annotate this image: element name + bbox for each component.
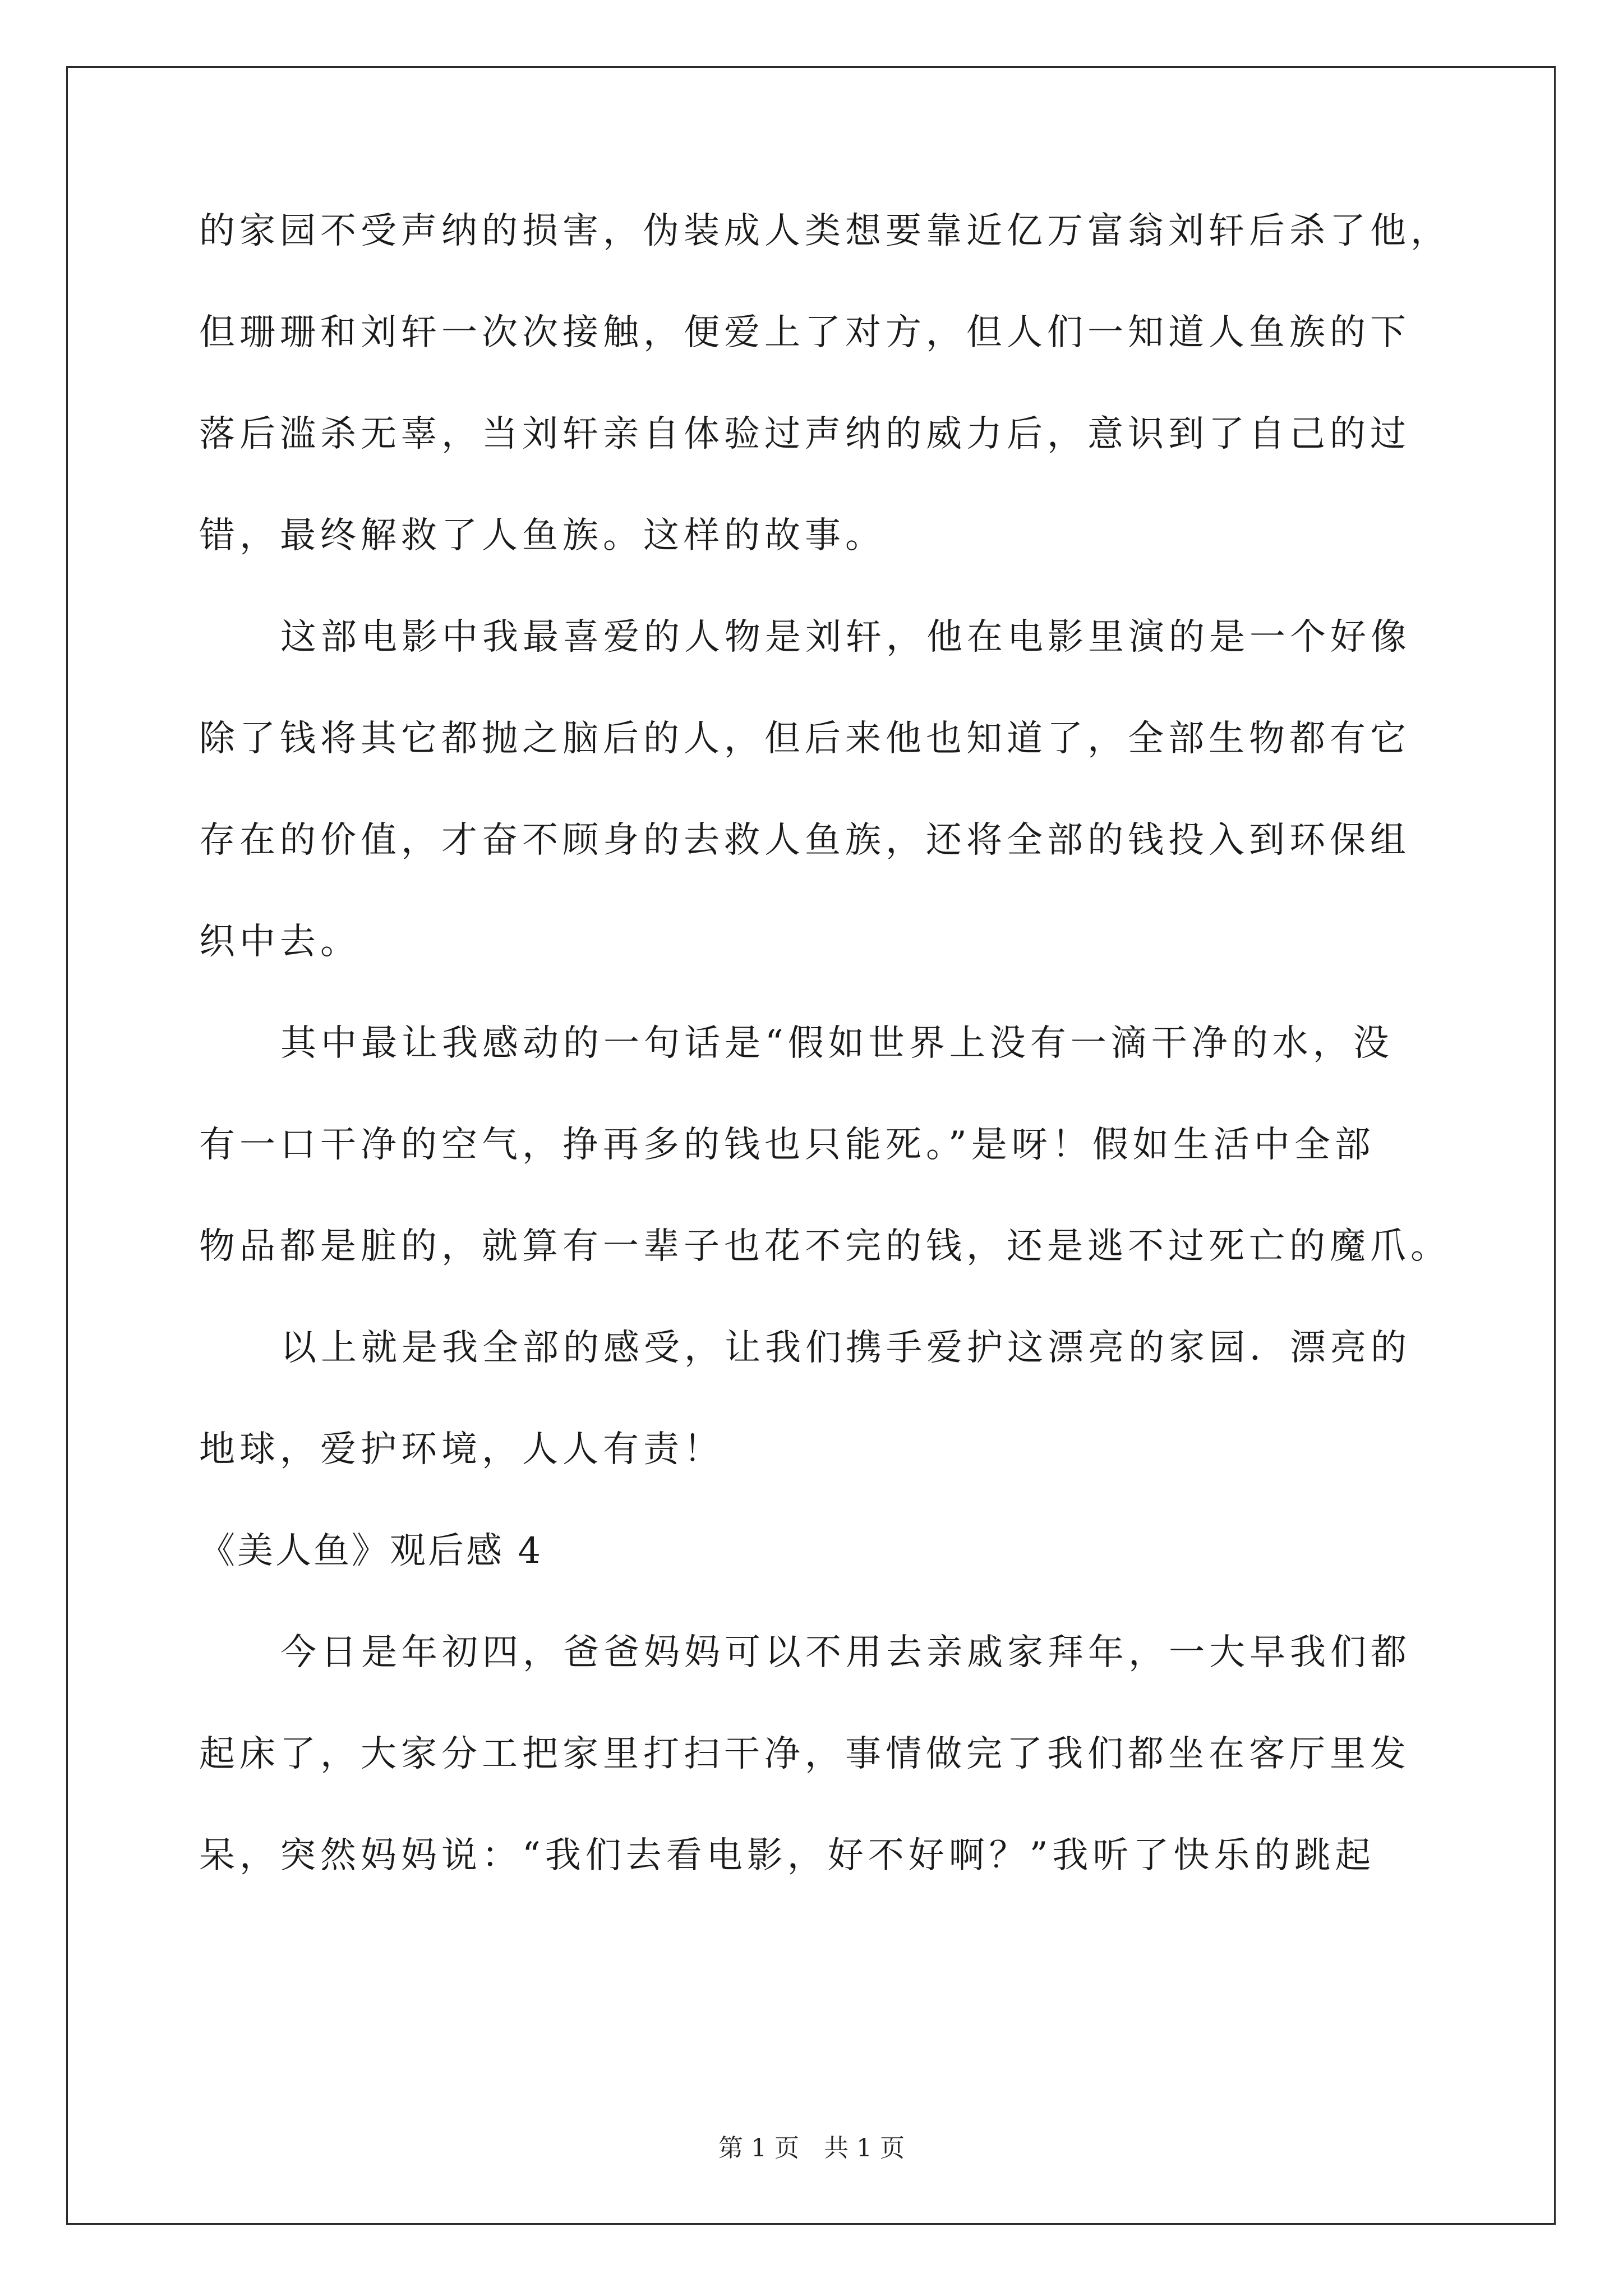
text-line: 这部电影中我最喜爱的人物是刘轩，他在电影里演的是一个好像 [280,616,1411,658]
text-line: 存在的价值，才奋不顾身的去救人鱼族，还将全部的钱投入到环保组 [199,820,1410,861]
text-line: 除了钱将其它都抛之脑后的人，但后来他也知道了，全部生物都有它 [199,718,1410,760]
text-line: 物品都是脏的，就算有一辈子也花不完的钱，还是逃不过死亡的魔爪。 [199,1226,1451,1267]
text-line: 今日是年初四，爸爸妈妈可以不用去亲戚家拜年，一大早我们都 [280,1632,1411,1673]
text-line: 以上就是我全部的感受，让我们携手爱护这漂亮的家园．漂亮的 [280,1327,1411,1369]
text-line: 起床了，大家分工把家里打扫干净，事情做完了我们都坐在客厅里发 [199,1733,1410,1775]
text-line: 其中最让我感动的一句话是“假如世界上没有一滴干净的水，没 [280,1023,1394,1064]
text-line: 呆，突然妈妈说：“我们去看电影，好不好啊？”我听了快乐的跳起 [199,1835,1376,1876]
text-line: 有一口干净的空气，挣再多的钱也只能死。”是呀！假如生活中全部 [199,1124,1375,1166]
text-line: 落后滥杀无辜，当刘轩亲自体验过声纳的威力后，意识到了自己的过 [199,413,1410,455]
text-line: 织中去。 [199,921,361,963]
text-line: 的家园不受声纳的损害，伪装成人类想要靠近亿万富翁刘轩后杀了他， [199,210,1451,252]
page-footer: 第 1 页 共 1 页 [718,2134,905,2162]
text-line: 地球，爱护环境，人人有责！ [199,1429,724,1470]
text-line: 错，最终解救了人鱼族。这样的故事。 [199,515,886,556]
section-heading: 《美人鱼》观后感 4 [199,1530,543,1572]
text-line: 但珊珊和刘轩一次次接触，便爱上了对方，但人们一知道人鱼族的下 [199,312,1410,353]
